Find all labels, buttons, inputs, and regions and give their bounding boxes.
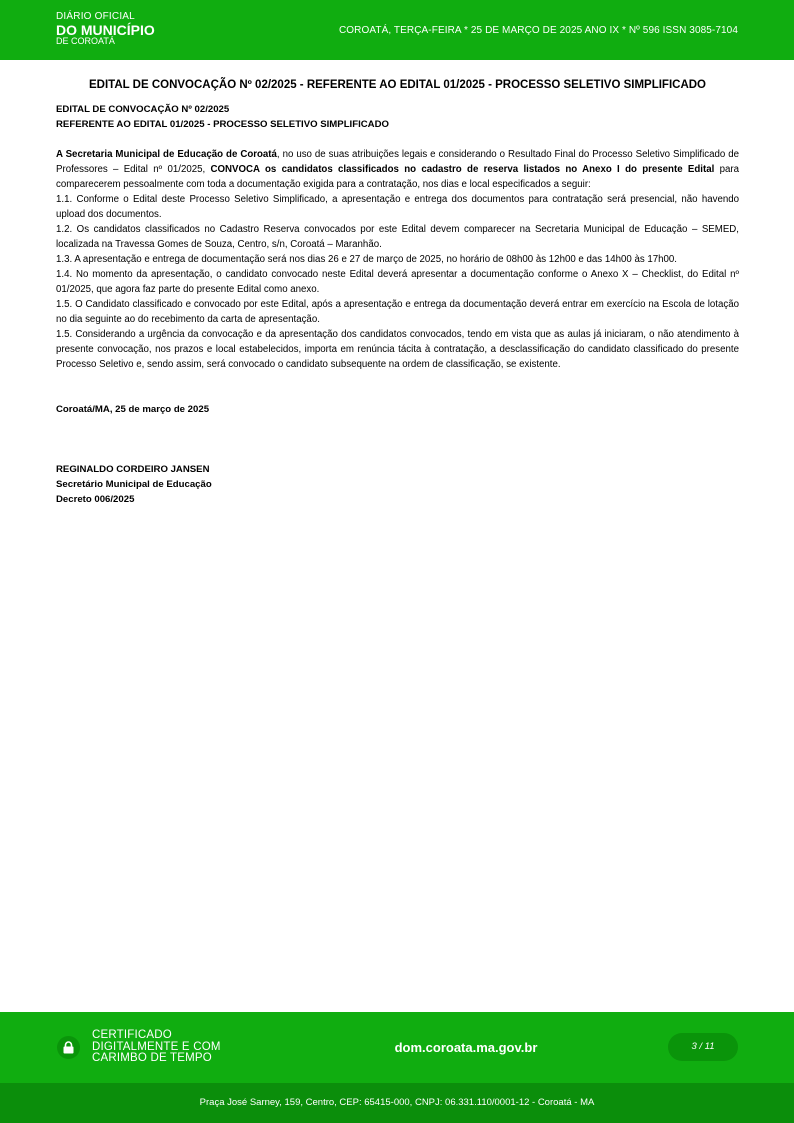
page-number-badge: 3 / 11 xyxy=(668,1033,738,1061)
intro-paragraph xyxy=(56,147,739,192)
item-1-5b: 1.5. Considerando a urgência da convocação e da apresentação dos candidatos convocados, tendo em vista que as aulas já iniciaram, o não atendimento à presente convocação, nos prazos e local estabelecidos, importa em renúncia tácita à contratação, a desclassificação do candidato classificado do presente Processo Seletivo e, sendo assim, será convocado o candidato subsequente na ordem de classificação, se existente. xyxy=(56,329,739,370)
intro-text-1: , no uso de suas atribuições legais e considerando o Resultado Final do Processo Seletivo Simplificado de Professores – Edital nº 01/2025, xyxy=(56,149,739,175)
page-header xyxy=(0,0,794,60)
address-text: Praça José Sarney, 159, Centro, CEP: 65415-000, CNPJ: 06.331.110/0001-12 - Coroatá - MA xyxy=(199,1097,595,1108)
cert-line-2: DIGITALMENTE E COM xyxy=(92,1040,221,1053)
logo-line-3: DE COROATÁ xyxy=(56,36,115,46)
document-title: EDITAL DE CONVOCAÇÃO Nº 02/2025 - REFERENTE AO EDITAL 01/2025 - PROCESSO SELETIVO SIMPLIFICADO xyxy=(88,79,706,91)
signer-name: REGINALDO CORDEIRO JANSEN xyxy=(56,464,210,475)
logo-line-2: DO MUNICÍPIO xyxy=(56,22,155,38)
intro-bold-2: CONVOCA os candidatos classificados no cadastro de reserva listados no Anexo I do presente Edital xyxy=(210,164,715,175)
logo-line-1: DIÁRIO OFICIAL xyxy=(56,11,135,22)
item-1-5a: 1.5. O Candidato classificado e convocado por este Edital, após a apresentação e entrega da documentação deverá entrar em exercício na Escola de lotação no dia seguinte ao do recebimento da carta de apresentação. xyxy=(56,299,739,325)
item-1-1: 1.1. Conforme o Edital deste Processo Seletivo Simplificado, a apresentação e entrega dos documentos para contratação será presencial, não havendo upload dos documentos. xyxy=(56,194,739,220)
item-1-4: 1.4. No momento da apresentação, o candidato convocado neste Edital deverá apresentar a documentação conforme o Anexo X – Checklist, do Edital nº 01/2025, que agora faz parte do presente Edital como anexo. xyxy=(56,269,739,295)
intro-bold-1: A Secretaria Municipal de Educação de Coroatá xyxy=(56,149,277,160)
signer-decree: Decreto 006/2025 xyxy=(56,494,135,505)
item-1-2: 1.2. Os candidatos classificados no Cadastro Reserva convocados por este Edital devem comparecer na Secretaria Municipal de Educação – SEMED, localizada na Travessa Gomes de Souza, Centro, s/n, Coroatá – Maranhão. xyxy=(56,224,739,250)
document-subtitle-2: REFERENTE AO EDITAL 01/2025 - PROCESSO SELETIVO SIMPLIFICADO xyxy=(56,119,389,130)
cert-line-1: CERTIFICADO xyxy=(92,1029,172,1041)
intro-text-2: para comparecerem pessoalmente com toda a documentação exigida para a contratação, nos dias e local especificados a seguir: xyxy=(56,164,739,190)
gazette-logo xyxy=(56,12,155,46)
site-link[interactable]: dom.coroata.ma.gov.br xyxy=(394,1040,538,1055)
place-date: Coroatá/MA, 25 de março de 2025 xyxy=(56,404,210,415)
item-1-3: 1.3. A apresentação e entrega de documentação será nos dias 26 e 27 de março de 2025, no horário de 08h00 às 12h00 e das 14h00 às 17h00. xyxy=(56,254,678,265)
cert-line-3: CARIMBO DE TEMPO xyxy=(92,1052,212,1064)
document-text xyxy=(56,147,739,372)
document-subtitle-1: EDITAL DE CONVOCAÇÃO Nº 02/2025 xyxy=(56,104,230,115)
signer-role: Secretário Municipal de Educação xyxy=(56,479,212,490)
edition-info: COROATÁ, TERÇA-FEIRA * 25 DE MARÇO DE 2025 ANO IX * Nº 596 ISSN 3085-7104 xyxy=(338,25,738,36)
